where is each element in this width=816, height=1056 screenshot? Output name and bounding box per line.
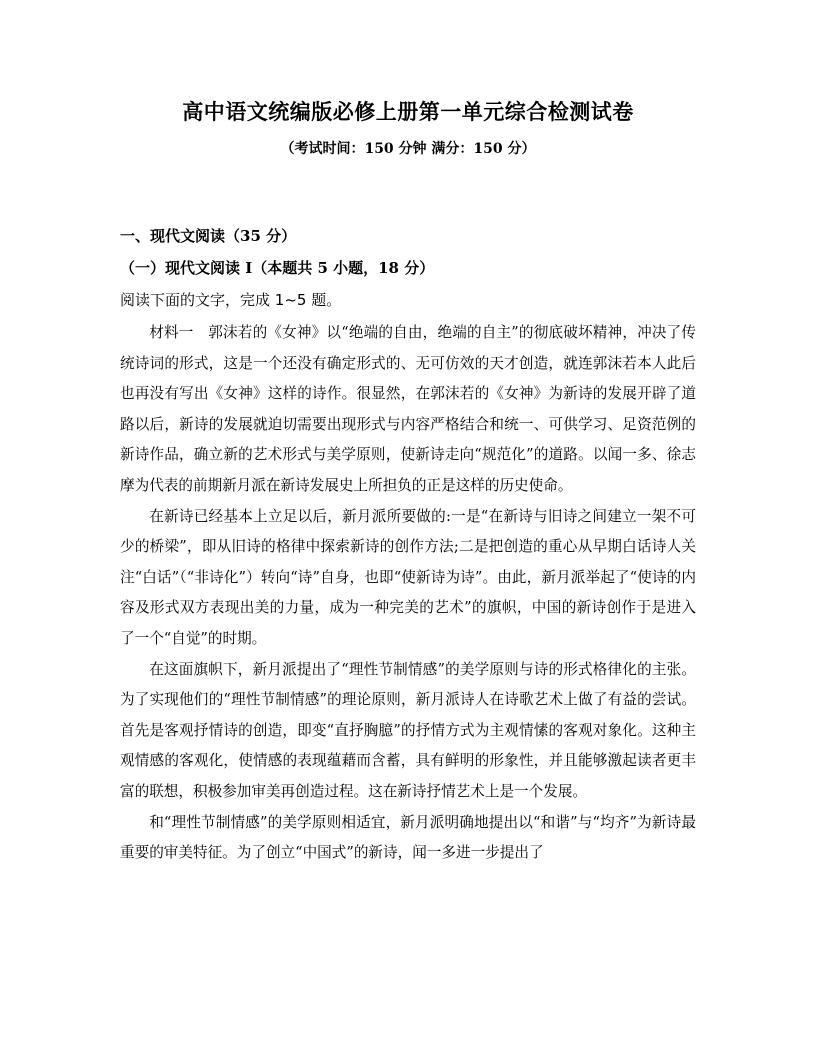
exam-info: （考试时间：150 分钟 满分：150 分） [280, 141, 536, 157]
passage-paragraph: 和“理性节制情感”的美学原则相适宜，新月派明确地提出以“和谐”与“均齐”为新诗最重要的审美特征。为了创立“中国式”的新诗，闻一多进一步提出了 [120, 813, 696, 862]
passage-paragraph: 在这面旗帜下，新月派提出了“理性节制情感”的美学原则与诗的形式格律化的主张。为了实现他们的“理性节制情感”的理论原则，新月派诗人在诗歌艺术上做了有益的尝试。首先是客观抒情诗的创造，即变“直抒胸臆”的抒情方式为主观情愫的客观对象化。这种主观情感的客观化，使情感的表现蕴藉而含蓄，具有鲜明的形象性，并且能够激起读者更丰富的联想，积极参加审美再创造过程。这在新诗抒情艺术上是一个发展。 [120, 660, 696, 800]
subsection-heading: （一）现代文阅读 I（本题共 5 小题，18 分） [120, 259, 435, 277]
section-heading: 一、现代文阅读（35 分） [120, 227, 297, 245]
document-title: 高中语文统编版必修上册第一单元综合检测试卷 [182, 99, 634, 124]
passage-paragraph: 在新诗已经基本上立足以后，新月派所要做的:一是“在新诗与旧诗之间建立一架不可少的桥梁”，即从旧诗的格律中探索新诗的创作方法;二是把创造的重心从早期白话诗人关注“白话”（“非诗化”）转向“诗”自身，也即“使新诗为诗”。由此，新月派举起了“使诗的内容及形式双方表现出美的力量，成为一种完美的艺术”的旗帜，中国的新诗创作于是进入了一个“自觉”的时期。 [120, 507, 696, 647]
passage-paragraph: 材料一 郭沫若的《女神》以“绝端的自由，绝端的自主”的彻底破坏精神，冲决了传统诗词的形式，这是一个还没有确定形式的、无可仿效的天才创造，就连郭沫若本人此后也再没有写出《女神》这样的诗作。很显然，在郭沫若的《女神》为新诗的发展开辟了道路以后，新诗的发展就迫切需要出现形式与内容严格结合和统一、可供学习、足资范例的新诗作品，确立新的艺术形式与美学原则，使新诗走向“规范化”的道路。以闻一多、徐志摩为代表的前期新月派在新诗发展史上所担负的正是这样的历史使命。 [120, 324, 696, 494]
reading-passage [120, 318, 696, 869]
reading-instruction: 阅读下面的文字，完成 1~5 题。 [120, 291, 342, 309]
